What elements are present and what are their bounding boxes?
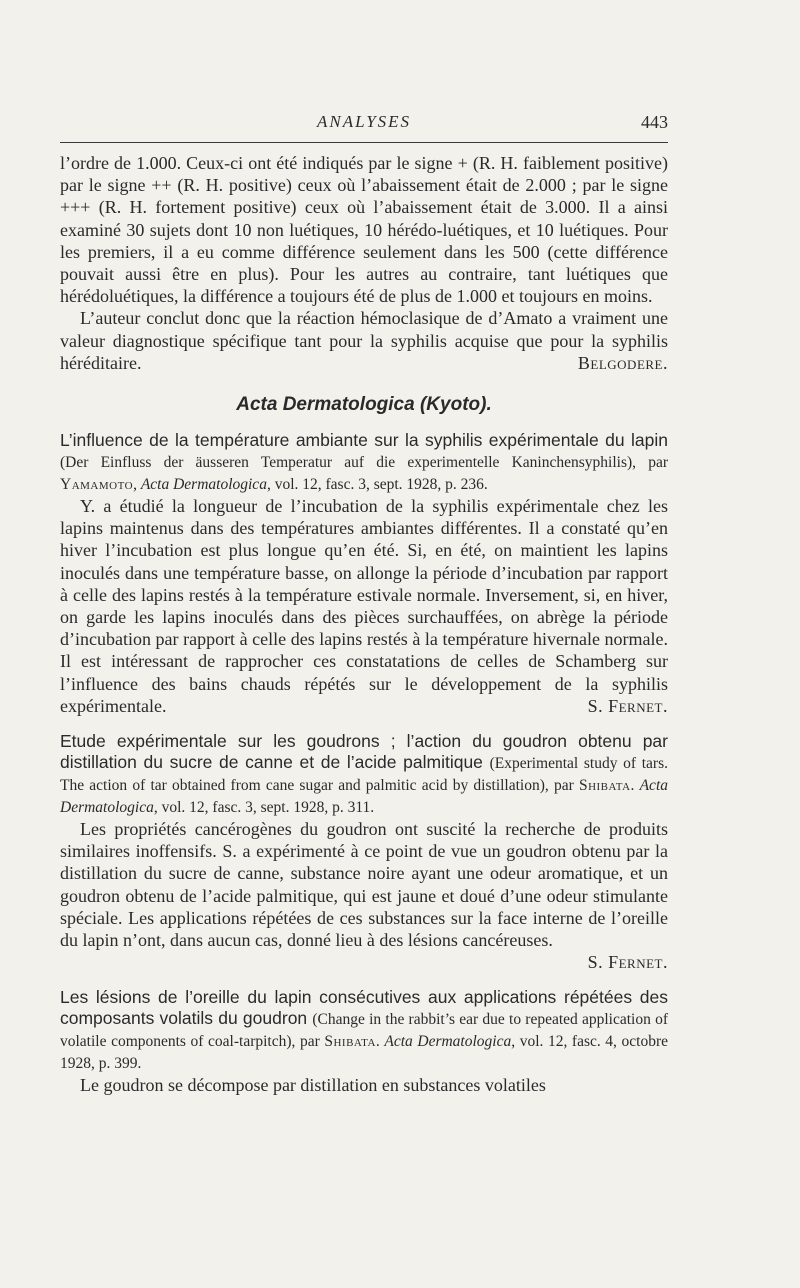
reference-journal: Acta Dermatologica bbox=[140, 476, 267, 494]
signature-belgodere: Belgodere. bbox=[577, 352, 668, 373]
reference-text: (Change in the rabbit’s ear due to repeated application of volatile components of coal-tarpitch), par bbox=[60, 1011, 668, 1051]
page-body bbox=[60, 152, 668, 1097]
page-header bbox=[60, 112, 668, 140]
signature-fernet: S. Fernet. bbox=[587, 952, 668, 973]
article-title bbox=[60, 731, 668, 818]
page-number: 443 bbox=[641, 112, 668, 132]
paragraph-conclusion bbox=[60, 307, 668, 374]
article-title bbox=[60, 987, 668, 1074]
reference-author: Shibata bbox=[324, 1033, 376, 1051]
article-reference bbox=[60, 454, 668, 493]
reference-author: Shibata bbox=[578, 777, 631, 795]
article-title-text: Les lésions de l’oreille du lapin consécutives aux applications répétées des composants volatils du goudron bbox=[60, 987, 668, 1029]
article-body bbox=[60, 495, 668, 717]
reference-separator: , bbox=[133, 476, 141, 494]
reference-details: , vol. 12, fasc. 3, sept. 1928, p. 236. bbox=[266, 476, 488, 494]
reference-details: , vol. 12, fasc. 3, sept. 1928, p. 311. bbox=[153, 799, 375, 817]
reference-journal: Acta Dermatologica bbox=[384, 1033, 512, 1051]
journal-heading: Acta Dermatologica (Kyoto). bbox=[236, 394, 492, 416]
article-yamamoto bbox=[60, 430, 668, 717]
reference-text: (Der Einfluss der äusseren Temperatur auf die experimentelle Kaninchensyphilis), par bbox=[60, 454, 668, 472]
article-shibata-volatile bbox=[60, 987, 668, 1096]
reference-text: (Experimental study of tars. The action of tar obtained from cane sugar and palmitic acid by distillation), par bbox=[60, 755, 668, 795]
article-shibata-tars bbox=[60, 731, 668, 973]
reference-details: , vol. 12, fasc. 4, octobre 1928, p. 399. bbox=[60, 1033, 668, 1073]
running-title: ANALYSES bbox=[316, 112, 412, 131]
header-rule bbox=[60, 142, 668, 143]
reference-separator: . bbox=[630, 777, 640, 795]
paragraph-continued: l’ordre de 1.000. Ceux-ci ont été indiqués par le signe + (R. H. faiblement positive) par le signe ++ (R. H. positive) ceux où l’abaissement était de 2.000 ; par le signe +++ (R. H. fortement positive) ceux où l’abaissement était de 3.000. Il a ainsi examiné 30 sujets dont 10 non luétiques, 10 hérédo-luétiques, et 10 luétiques. Pour les premiers, il a eu comme différence seulement dans les 500 (cette différence pouvait aussi être en plus). Pour les autres au contraire, tant luétiques que hérédoluétiques, la différence a toujours été de plus de 1.000 et toujours en moins. bbox=[60, 153, 668, 307]
article-body: Le goudron se décompose par distillation en substances volatiles bbox=[80, 1075, 546, 1096]
article-body-text: Y. a étudié la longueur de l’incubation de la syphilis expérimentale chez les lapins maintenus dans des températures ambiantes différentes. Il a constaté qu’en hiver l’incubation est plus longue qu’en été. Si, en été, on maintient les lapins inoculés dans une température basse, on allonge la période d’incubation par rapport à celle des lapins restés à la température estivale normale. Inversement, si, en hiver, on garde les lapins inoculés dans des pièces surchauffées, on abrège la période d’incubation par rapport à celle des lapins restés à la température hivernale normale. Il est intéressant de rapprocher ces constatations de celles de Schamberg sur l’influence des bains chauds répétés sur le développement de la syphilis expérimentale. bbox=[60, 496, 668, 716]
article-title bbox=[60, 430, 668, 495]
article-body: Les propriétés cancérogènes du goudron ont suscité la recherche de produits similaires inoffensifs. S. a expérimenté à ce point de vue un goudron obtenu par la distillation du sucre de canne, substance noire ayant une odeur aromatique, et un goudron obtenu de l’acide palmitique, qui est jaune et doué d’une odeur stimulante spéciale. Les applications répétées de ces substances sur la face interne de l’oreille du lapin n’ont, dans aucun cas, donné lieu à des lésions cancéreuses. bbox=[60, 819, 668, 951]
conclusion-text: L’auteur conclut donc que la réaction hémoclasique de d’Amato a vraiment une valeur diagnostique spécifique tant pour la syphilis acquise que pour la syphilis héréditaire. bbox=[60, 308, 668, 373]
reference-journal: Acta Dermatologica bbox=[60, 777, 668, 817]
reference-author: Yamamoto bbox=[60, 476, 134, 494]
reference-separator: . bbox=[375, 1033, 385, 1051]
article-title-text: Etude expérimentale sur les goudrons ; l’action du goudron obtenu par distillation du sucre de canne et de l’acide palmitique bbox=[60, 731, 668, 773]
signature-fernet: S. Fernet. bbox=[587, 695, 668, 716]
article-title-text: L’influence de la température ambiante sur la syphilis expérimentale du lapin bbox=[60, 430, 668, 451]
